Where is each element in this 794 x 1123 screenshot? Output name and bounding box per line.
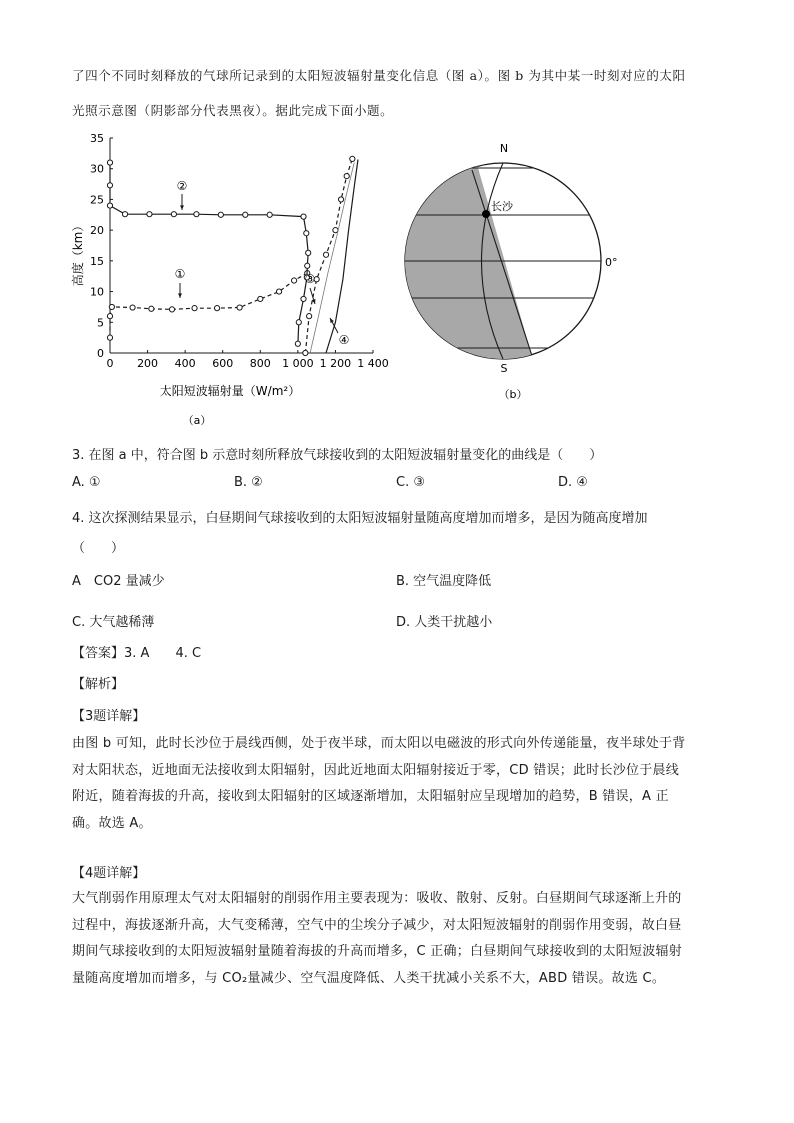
data-point [214,306,219,311]
data-point [301,214,306,219]
data-point [258,296,263,301]
q3-option-c[interactable]: C. ③ [396,475,425,490]
data-point [307,314,312,319]
x-tick-label: 1 400 [357,357,389,370]
data-point [107,335,112,340]
x-tick-label: 200 [137,357,159,370]
q4-option-d[interactable]: D. 人类干扰越小 [396,615,493,630]
answer-label: 【答案】 [72,646,125,661]
data-point [147,212,152,217]
data-point [237,305,242,310]
x-tick-label: 1 200 [319,357,352,370]
data-point [130,305,135,310]
y-tick-label: 20 [90,224,104,238]
q3-option-d[interactable]: D. ④ [558,475,588,490]
x-tick-label: 400 [174,357,196,370]
curve-label-3: ③ [304,272,316,286]
data-point [276,289,281,294]
detail-4-label: 【4题详解】 [72,866,146,881]
data-point [149,306,154,311]
detail-3-line: 对太阳状态，近地面无法接收到太阳辐射，因此近地面太阳辐射接近于零，CD 错误；此时长沙位于晨线 [72,762,679,778]
equator-label: 0° [605,256,618,269]
detail-3-label: 【3题详解】 [72,709,146,724]
data-point [305,263,310,268]
data-point [333,228,338,233]
x-tick-label: 1 000 [282,357,314,370]
q4-option-c[interactable]: C. 大气越稀薄 [72,615,155,630]
detail-3-text [72,731,720,837]
detail-4-line: 期间气球接收到的太阳短波辐射量随着海拔的升高而增多，C 正确；白昼期间气球接收到的太阳短波辐射 [72,944,682,959]
data-point [122,212,127,217]
y-tick-label: 35 [90,132,104,145]
data-point [338,197,343,202]
detail-3-line: 附近，随着海拔的升高，接收到太阳辐射的区域逐渐增加，太阳辐射应呈现增加的趋势，B 错误，A 正 [72,789,669,804]
data-point [218,212,223,217]
data-point [107,203,112,208]
series-line-① [110,273,307,338]
y-tick-label: 30 [90,162,104,176]
data-point [267,212,272,217]
figure-a-chart [60,128,400,428]
answer-value: 3. A 4. C [124,646,202,661]
y-tick-label: 10 [90,285,104,299]
question-4-stem-cont: （ ） [72,541,125,556]
city-label: 长沙 [491,200,513,213]
data-point [296,320,301,325]
data-point [243,212,248,217]
data-point [194,212,199,217]
data-point [292,278,297,283]
detail-3-line: 确。故选 A。 [72,815,152,831]
series-line-③-thin [310,163,354,353]
curve-label-4: ④ [338,333,350,347]
data-point [169,307,174,312]
detail-3-line: 由图 b 可知，此时长沙位于晨线西侧，处于夜半球，而太阳以电磁波的形式向外传递能量，夜半球处于背 [72,736,686,751]
curve-label-1: ① [174,267,186,281]
data-point [295,341,300,346]
analysis-label: 【解析】 [72,677,125,692]
answer-line [72,642,201,661]
callout-arrow-head [178,293,182,298]
curve-label-2: ② [176,179,188,193]
figure-b-globe [400,140,630,410]
data-point [107,314,112,319]
data-point [192,306,197,311]
y-tick-label: 5 [97,316,104,330]
data-point [109,304,114,309]
north-label: N [499,142,509,155]
detail-4-line: 大气削弱作用原理太气对太阳辐射的削弱作用主要表现为：吸收、散射、反射。白昼期间气球逐渐上升的 [72,891,682,906]
intro-line-1: 了四个不同时刻释放的气球所记录到的太阳短波辐射量变化信息（图 a）。图 b 为其中某一时刻对应的太阳 [72,68,686,83]
data-point [323,252,328,257]
y-axis-label: 高度（km） [71,219,85,287]
data-point [304,231,309,236]
question-4-stem: 4. 这次探测结果显示，白昼期间气球接收到的太阳短波辐射量随高度增加而增多，是因为随高度增加 [72,511,648,526]
figure-a-caption: （a） [182,414,212,427]
question-3-stem: 3. 在图 a 中，符合图 b 示意时刻所释放气球接收到的太阳短波辐射量变化的曲线是（ ） [72,448,603,463]
y-tick-label: 0 [97,347,104,360]
data-point [107,183,112,188]
detail-4-line: 过程中，海拔逐渐升高，大气变稀薄，空气中的尘埃分子减少，对太阳短波辐射的削弱作用变弱，故白昼 [72,917,682,933]
callout-arrow-head [180,205,184,210]
series-line-② [110,163,308,344]
figure-b-caption: （b） [498,388,528,401]
q4-option-b[interactable]: B. 空气温度降低 [396,574,492,589]
data-point [350,156,355,161]
detail-4-line: 量随高度增加而增多，与 CO₂量减少、空气温度降低、人类干扰减小关系不大，ABD 错误。故选 C。 [72,970,666,986]
intro-line-2: 光照示意图（阴影部分代表黑夜）。据此完成下面小题。 [72,103,394,118]
data-point [344,173,349,178]
series-line-④ [326,160,358,354]
data-point [171,212,176,217]
x-axis-label: 太阳短波辐射量（W/m²） [159,384,301,398]
q3-option-a[interactable]: A. ① [72,475,101,490]
data-point [107,160,112,165]
x-tick-label: 600 [212,357,234,370]
changsha-dot [482,210,490,218]
data-point [306,250,311,255]
x-tick-label: 800 [249,357,271,370]
data-point [301,296,306,301]
q3-option-b[interactable]: B. ② [234,475,263,490]
data-point [303,350,308,355]
detail-4-text [72,886,720,992]
south-label: S [500,362,508,375]
q4-option-a[interactable]: A CO2 量减少 [72,574,165,589]
y-tick-label: 15 [90,254,104,268]
x-tick-label: 0 [106,357,114,370]
y-tick-label: 25 [90,193,104,207]
